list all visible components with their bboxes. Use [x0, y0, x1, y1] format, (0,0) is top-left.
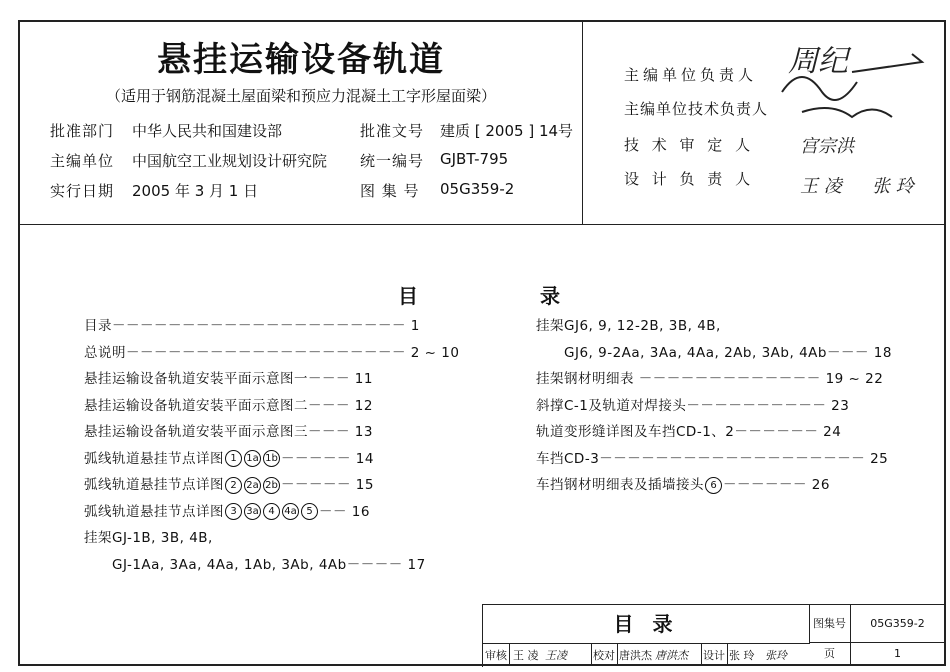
signature-design-2: 张 玲	[872, 176, 914, 197]
design-label: 设计	[703, 649, 725, 662]
toc-entry[interactable]: 悬挂运输设备轨道安装平面示意图三－－－ 13	[84, 424, 373, 440]
signature-design-1: 王 凌	[800, 176, 842, 197]
effective-date-value: 2005 年 3 月 1 日	[132, 182, 259, 200]
document-title: 悬挂运输设备轨道	[157, 40, 445, 80]
toc-heading-left: 目	[398, 284, 418, 308]
check-name: 唐洪杰	[619, 649, 652, 662]
detail-circle-marker: 1b	[263, 450, 280, 467]
toc-entry[interactable]: 斜撑C-1及轨道对焊接头－－－－－－－－－－ 23	[536, 397, 850, 414]
detail-circle-marker: 6	[705, 477, 722, 494]
check-signature: 唐洪杰	[655, 649, 688, 662]
editor-unit-label: 主编单位	[50, 152, 115, 170]
toc-entry[interactable]: GJ6, 9-2Aa, 3Aa, 4Aa, 2Ab, 3Ab, 4Ab－－－ 18	[564, 344, 892, 361]
signoff-row	[483, 643, 809, 665]
unified-no-label: 统一编号	[360, 152, 425, 170]
toc-entry-page: －－－－－－ 26	[723, 477, 830, 493]
atlas-no-cell-label: 图集号	[809, 605, 851, 643]
detail-circle-marker: 5	[301, 503, 318, 520]
approval-dept-value: 中华人民共和国建设部	[132, 122, 283, 140]
review-label: 审核	[485, 649, 507, 662]
atlas-no-value: 05G359-2	[440, 180, 515, 198]
toc-entry[interactable]: 车挡CD-3－－－－－－－－－－－－－－－－－－－ 25	[536, 450, 889, 467]
detail-circle-marker: 4	[263, 503, 280, 520]
signature-review: 宫宗洪	[800, 136, 854, 157]
atlas-no-cell-value: 05G359-2	[851, 605, 945, 643]
toc-entry[interactable]: 目录－－－－－－－－－－－－－－－－－－－－－ 1	[84, 318, 420, 334]
toc-entry[interactable]: 挂架GJ-1B, 3B, 4B,	[84, 530, 213, 546]
toc-entry[interactable]: 悬挂运输设备轨道安装平面示意图一－－－ 11	[84, 371, 373, 387]
title-block	[482, 604, 945, 667]
page-cell-label: 页	[809, 643, 851, 665]
toc-heading-right: 录	[540, 284, 560, 308]
check-label: 校对	[593, 649, 615, 662]
toc-entry-title: 弧线轨道悬挂节点详图	[84, 450, 224, 467]
approval-no-label: 批准文号	[360, 122, 425, 140]
toc-entry[interactable]	[84, 500, 370, 521]
toc-entry[interactable]	[536, 473, 830, 494]
unified-no-value: GJBT-795	[440, 150, 509, 168]
toc-entry[interactable]: 挂架钢材明细表 －－－－－－－－－－－－－ 19 ~ 22	[536, 371, 884, 387]
detail-circle-marker: 3a	[244, 503, 261, 520]
design-name: 张 玲	[729, 649, 755, 662]
title-block-name: 目 录	[483, 605, 810, 644]
toc-entry[interactable]	[84, 447, 374, 468]
signature-scribble	[772, 32, 932, 122]
responsible-design: 设 计 负 责 人	[624, 170, 755, 188]
atlas-no-label: 图 集 号	[360, 182, 420, 200]
effective-date-label: 实行日期	[50, 182, 115, 200]
detail-circle-marker: 4a	[282, 503, 299, 520]
design-signature: 张玲	[765, 649, 787, 662]
detail-circle-marker: 1	[225, 450, 242, 467]
toc-entry-page: －－－－－ 15	[281, 477, 374, 493]
signature-editor-unit: 周纪	[788, 44, 848, 79]
header-bottom-rule	[20, 224, 944, 225]
toc-entry[interactable]: 悬挂运输设备轨道安装平面示意图二－－－ 12	[84, 397, 373, 414]
toc-entry[interactable]: GJ-1Aa, 3Aa, 4Aa, 1Ab, 3Ab, 4Ab－－－－ 17	[112, 556, 426, 573]
detail-circle-marker: 1a	[244, 450, 261, 467]
toc-entry[interactable]	[84, 473, 374, 494]
toc-entry-title: 车挡钢材明细表及插墙接头	[536, 477, 704, 493]
header-divider	[582, 22, 583, 224]
drawing-sheet	[18, 20, 946, 666]
page-cell-value: 1	[851, 643, 945, 665]
responsible-tech: 主编单位技术负责人	[624, 100, 769, 118]
review-signature: 王凌	[545, 649, 567, 662]
approval-no-value: 建质 [ 2005 ] 14号	[440, 122, 574, 140]
responsible-editor-unit: 主编单位负责人	[624, 66, 758, 84]
toc-entry[interactable]: 总说明－－－－－－－－－－－－－－－－－－－－ 2 ~ 10	[84, 344, 460, 361]
toc-entry-page: －－－－－ 14	[281, 450, 374, 467]
approval-dept-label: 批准部门	[50, 122, 115, 140]
toc-entry-page: －－ 16	[319, 503, 370, 520]
toc-entry-title: 弧线轨道悬挂节点详图	[84, 477, 224, 493]
detail-circle-marker: 2a	[244, 477, 261, 494]
editor-unit-value: 中国航空工业规划设计研究院	[132, 152, 328, 170]
document-subtitle: （适用于钢筋混凝土屋面梁和预应力混凝土工字形屋面梁）	[105, 87, 496, 105]
toc-entry[interactable]: 轨道变形缝详图及车挡CD-1、2－－－－－－ 24	[536, 424, 842, 440]
responsible-review: 技 术 审 定 人	[624, 136, 755, 154]
detail-circle-marker: 2	[225, 477, 242, 494]
toc-entry[interactable]: 挂架GJ6, 9, 12-2B, 3B, 4B,	[536, 318, 721, 334]
toc-entry-title: 弧线轨道悬挂节点详图	[84, 503, 224, 520]
detail-circle-marker: 3	[225, 503, 242, 520]
review-name: 王 凌	[513, 649, 539, 662]
detail-circle-marker: 2b	[263, 477, 280, 494]
